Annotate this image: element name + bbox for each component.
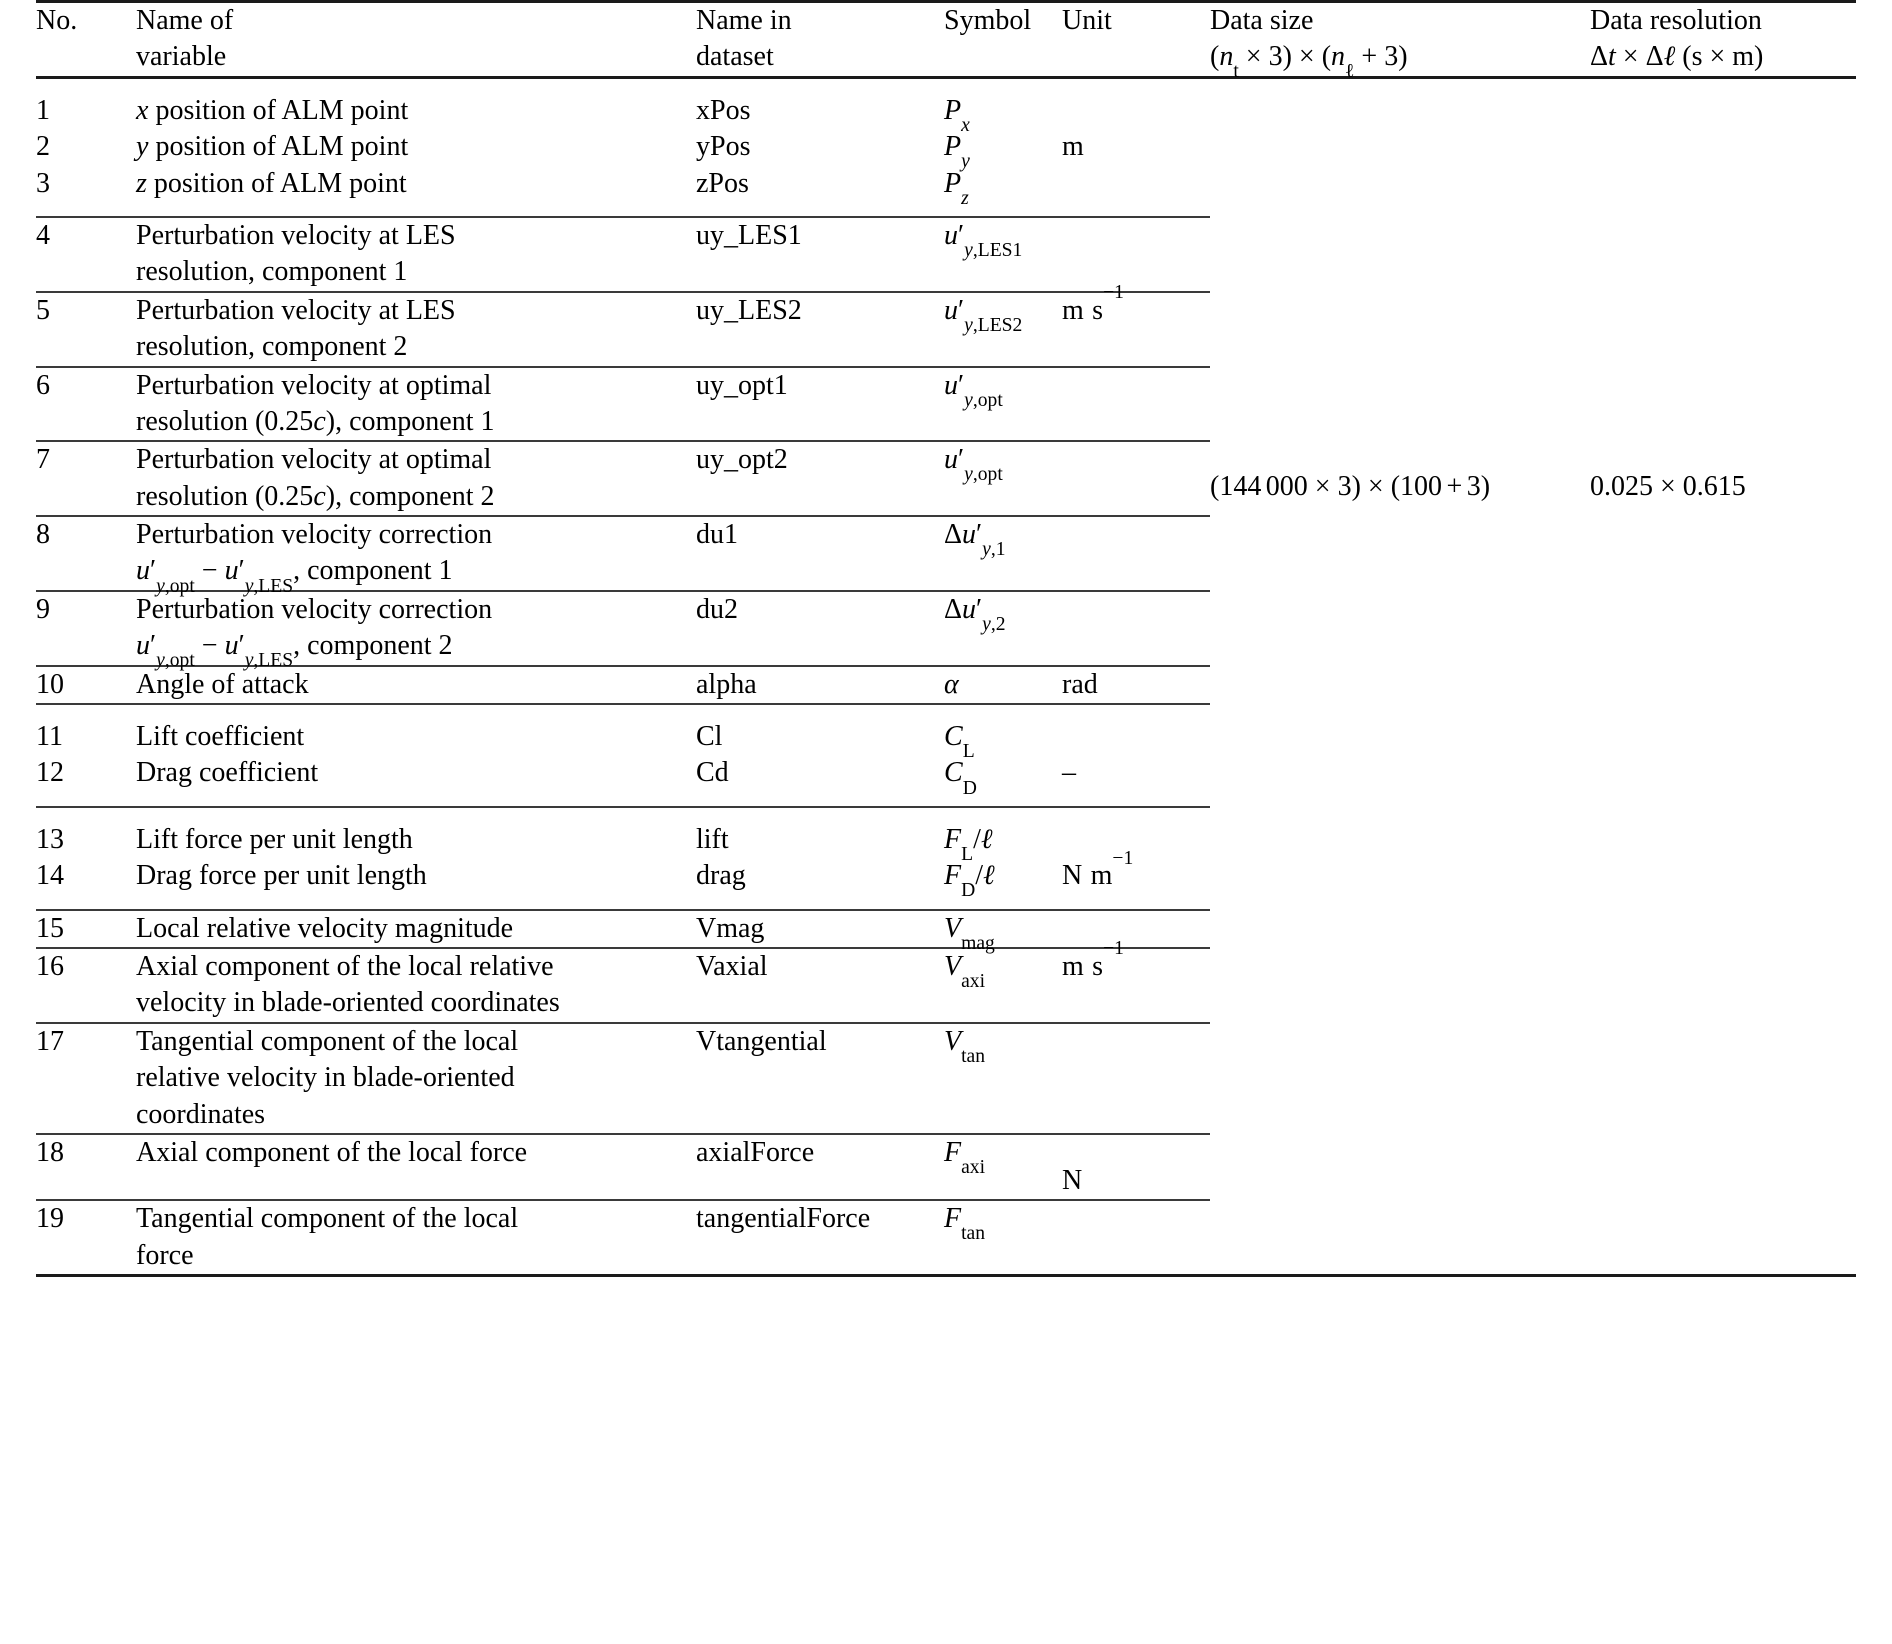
row-unit: [1062, 516, 1210, 591]
row-symbol: $\Delta u'_{y,2}$: [944, 591, 1062, 666]
row-no: 13: [36, 807, 136, 858]
row-symbol: $u'_{y,LES2}$: [944, 292, 1062, 367]
row-unit: [1062, 166, 1210, 217]
row-unit: m $s^{-1}$: [1062, 948, 1210, 1023]
row-no: 19: [36, 1200, 136, 1275]
row-no: 12: [36, 757, 64, 789]
header-symbol: Symbol: [944, 2, 1062, 78]
row-dataset: uy_opt2: [696, 441, 944, 516]
row-no: 8: [36, 516, 136, 591]
row-symbol: $V_{axi}$: [944, 948, 1062, 1023]
header-no: No.: [36, 2, 136, 78]
row-name: Tangential component of the local force: [136, 1200, 696, 1275]
row-no: 15: [36, 910, 136, 948]
row-name: Perturbation velocity at LES resolution, component 1: [136, 217, 696, 292]
row-name: Axial component of the local relative velocity in blade-oriented coordinates: [136, 948, 696, 1023]
row-name: Lift coefficient: [136, 704, 696, 755]
row-no: 17: [36, 1023, 136, 1134]
row-no: 9: [36, 591, 136, 666]
header-unit: Unit: [1062, 2, 1210, 78]
row-dataset: zPos: [696, 167, 749, 199]
row-unit: [1062, 441, 1210, 516]
row-symbol: $u'_{y,opt}$: [944, 441, 1062, 516]
row-dataset: Vmag: [696, 910, 944, 948]
row-symbol: $\Delta u'_{y,1}$: [944, 516, 1062, 591]
row-no: 7: [36, 441, 136, 516]
row-no: 11: [36, 704, 136, 755]
row-symbol: $P_z$: [944, 167, 969, 209]
row-no: 6: [36, 367, 136, 442]
row-dataset: drag: [696, 860, 746, 892]
row-name: Drag coefficient: [136, 757, 319, 789]
data-resolution-value-cell: [1590, 77, 1856, 1275]
header-data-resolution-formula: Δt × Δℓ (s × m): [1590, 41, 1764, 73]
table-header-row: [36, 2, 1856, 78]
row-name: Axial component of the local force: [136, 1134, 696, 1200]
row-no: 3: [36, 167, 50, 199]
row-unit: [1062, 77, 1210, 129]
row-dataset: yPos: [696, 131, 751, 163]
row-dataset: du2: [696, 591, 944, 666]
row-unit: m: [1062, 131, 1084, 163]
row-name: Perturbation velocity correction $u'_{y,opt} - u'_{y,LES}$, component 1: [136, 516, 696, 591]
row-symbol: $V_{mag}$: [944, 910, 1062, 948]
row-no: 2: [36, 131, 50, 163]
row-name: Lift force per unit length: [136, 807, 696, 858]
row-symbol: $F_{axi}$: [944, 1134, 1062, 1200]
row-unit: [1062, 1200, 1210, 1275]
row-dataset: Vtangential: [696, 1023, 944, 1134]
header-data-resolution: Data resolution Δt × Δℓ (s × m): [1590, 2, 1856, 78]
row-name: Tangential component of the local relative velocity in blade-oriented coordinates: [136, 1023, 696, 1134]
table-row: [36, 77, 1856, 129]
row-no: 5: [36, 292, 136, 367]
row-name: Perturbation velocity at optimal resolution (0.25c), component 2: [136, 441, 696, 516]
header-name-in-dataset: Name in dataset: [696, 2, 944, 78]
row-name: Drag force per unit length: [136, 860, 427, 892]
row-dataset: tangentialForce: [696, 1200, 944, 1275]
row-unit: [1062, 1023, 1210, 1134]
row-unit: [1062, 910, 1210, 948]
header-data-size-formula: $(n_t \times 3) \times (n_\ell + 3)$: [1210, 41, 1408, 83]
row-no: 18: [36, 1134, 136, 1200]
header-name-of-variable: Name of variable: [136, 2, 696, 78]
row-symbol: $P_y$: [944, 131, 970, 173]
row-dataset: xPos: [696, 77, 944, 129]
row-unit: rad: [1062, 666, 1210, 704]
row-no: 14: [36, 860, 64, 892]
row-unit: [1062, 367, 1210, 442]
row-symbol: $F_L/\ell$: [944, 807, 1062, 858]
row-dataset: uy_LES1: [696, 217, 944, 292]
row-dataset: uy_LES2: [696, 292, 944, 367]
data-size-value: (144 000 × 3) × (100 + 3): [1210, 470, 1491, 502]
row-no: 4: [36, 217, 136, 292]
row-name: Perturbation velocity at LES resolution, component 2: [136, 292, 696, 367]
row-symbol: $P_x$: [944, 77, 1062, 129]
row-dataset: Vaxial: [696, 948, 944, 1023]
data-size-value-cell: [1210, 77, 1590, 1275]
row-unit: [1062, 217, 1210, 292]
row-symbol: $C_D$: [944, 757, 977, 799]
row-dataset: Cd: [696, 757, 729, 789]
row-symbol: $C_L$: [944, 704, 1062, 755]
row-no: 16: [36, 948, 136, 1023]
row-dataset: Cl: [696, 704, 944, 755]
row-unit: [1062, 591, 1210, 666]
row-name: x position of ALM point: [136, 77, 696, 129]
row-dataset: du1: [696, 516, 944, 591]
table-bottom-rule: [36, 1276, 1856, 1278]
data-resolution-value: 0.025 × 0.615: [1590, 470, 1746, 502]
row-unit: N: [1062, 1134, 1210, 1200]
row-no: 1: [36, 77, 136, 129]
row-unit: m $s^{-1}$: [1062, 292, 1210, 367]
row-unit: [1062, 807, 1210, 858]
variables-table: [36, 0, 1856, 1277]
row-dataset: alpha: [696, 666, 944, 704]
row-name-line2: $u'_{y,opt} - u'_{y,LES}$, component 2: [136, 630, 453, 672]
row-symbol: α: [944, 666, 1062, 704]
row-dataset: uy_opt1: [696, 367, 944, 442]
row-name: Local relative velocity magnitude: [136, 910, 696, 948]
row-unit: [1062, 704, 1210, 755]
row-unit: –: [1062, 757, 1076, 789]
row-name-line2: resolution (0.25c), component 1: [136, 405, 495, 437]
row-dataset: lift: [696, 807, 944, 858]
row-symbol: $F_{tan}$: [944, 1200, 1062, 1275]
row-symbol: $V_{tan}$: [944, 1023, 1062, 1134]
row-symbol: $u'_{y,opt}$: [944, 367, 1062, 442]
row-unit: N $m^{-1}$: [1062, 847, 1134, 892]
row-name-line2: $u'_{y,opt} - u'_{y,LES}$, component 1: [136, 555, 453, 597]
row-name-line2: resolution (0.25c), component 2: [136, 480, 495, 512]
row-name: z position of ALM point: [136, 167, 407, 199]
row-symbol: $F_D/\ell$: [944, 860, 995, 902]
row-dataset: axialForce: [696, 1134, 944, 1200]
row-name: y position of ALM point: [136, 131, 409, 163]
row-symbol: $u'_{y,LES1}$: [944, 217, 1062, 292]
header-data-size: Data size $(n_t \times 3) \times (n_\ell + 3)$: [1210, 2, 1590, 78]
row-name: Perturbation velocity at optimal resolution (0.25c), component 1: [136, 367, 696, 442]
row-name: Angle of attack: [136, 666, 696, 704]
row-no: 10: [36, 666, 136, 704]
row-name: Perturbation velocity correction $u'_{y,opt} - u'_{y,LES}$, component 2: [136, 591, 696, 666]
